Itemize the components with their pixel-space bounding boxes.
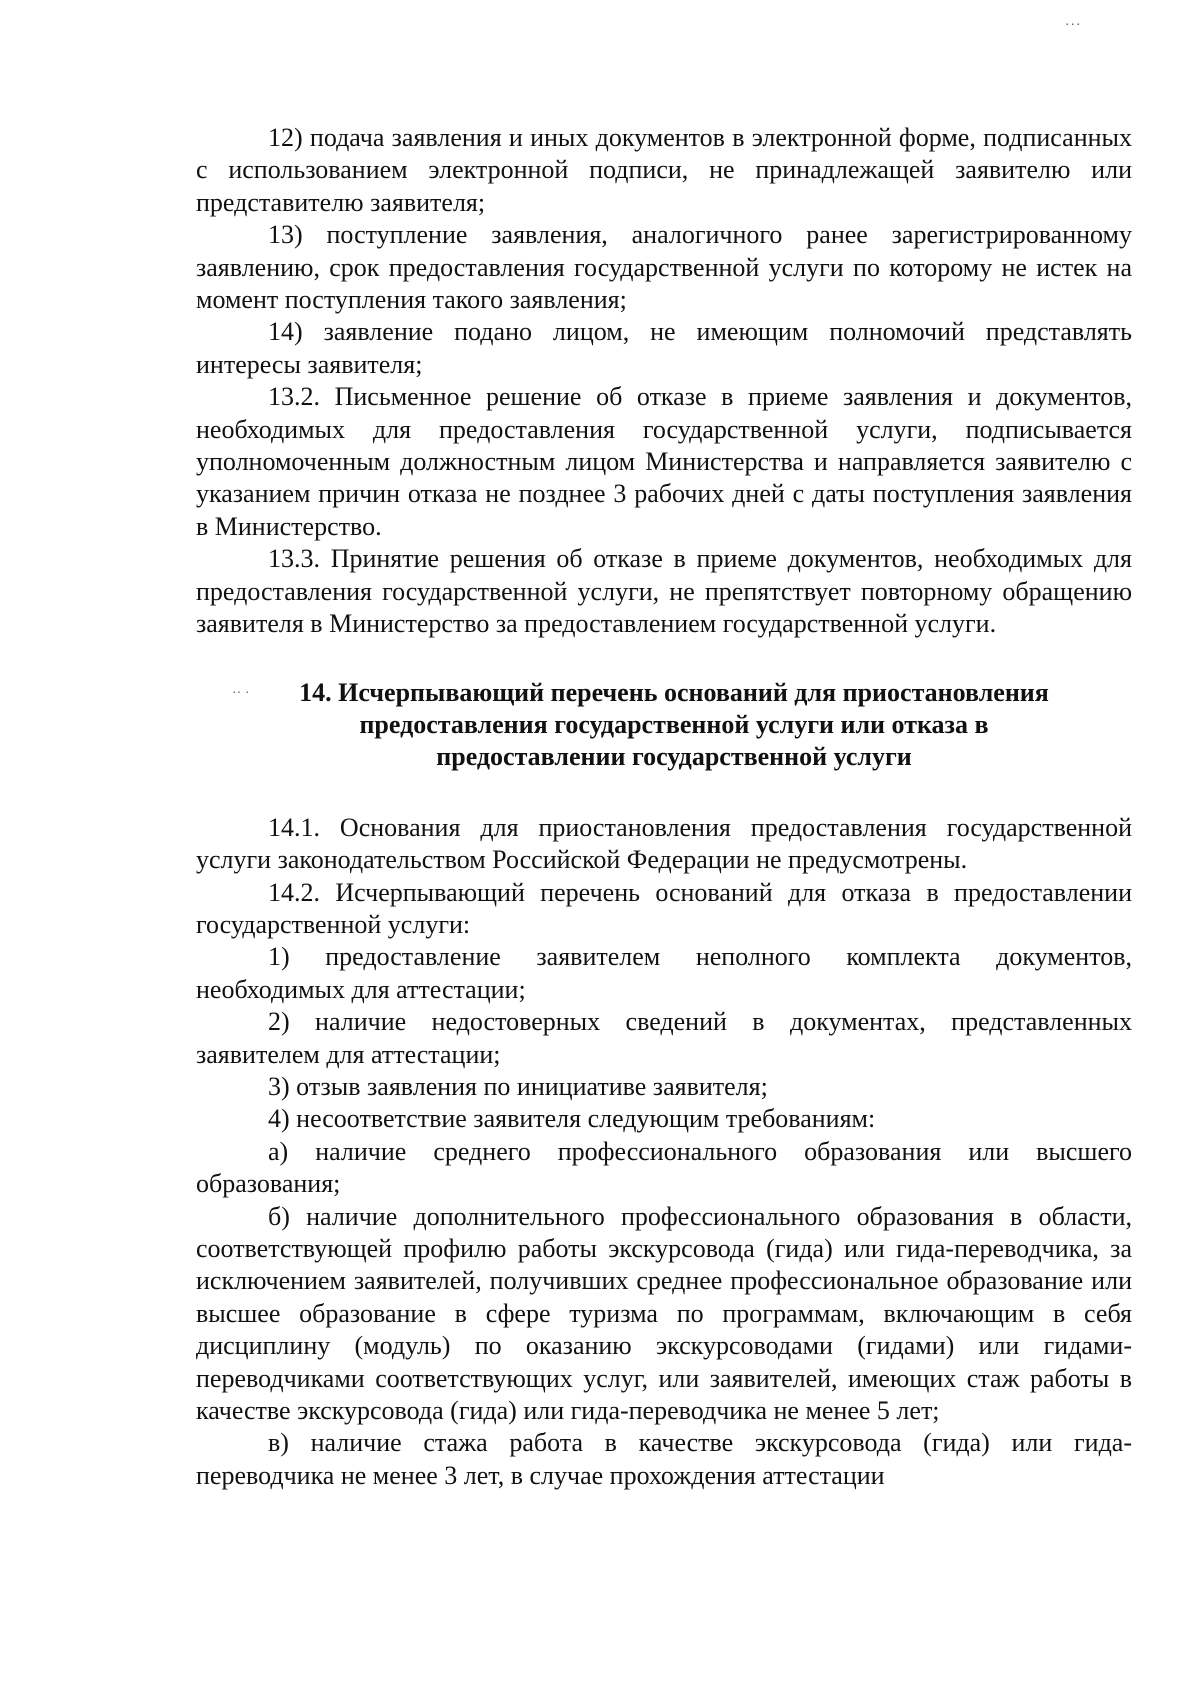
- paragraph-13-3: 13.3. Принятие решения об отказе в приеме документов, необходимых для предоставления государственной услуги, не препятствует повторному обращению заявителя в Министерство за предоставлением государственной услуги.: [196, 544, 1132, 639]
- paragraph-14-1: 14.1. Основания для приостановления предоставления государственной услуги законодательством Российской Федерации не предусмотрены.: [196, 812, 1132, 875]
- list-item-2: 2) наличие недостоверных сведений в документах, представленных заявителем для аттестации;: [196, 1007, 1132, 1069]
- heading-line-1: 14. Исчерпывающий перечень оснований для приостановления: [299, 677, 1049, 707]
- list-item-a: а) наличие среднего профессионального образования или высшего образования;: [196, 1136, 1132, 1199]
- heading-line-3: предоставлении государственной услуги: [436, 742, 912, 772]
- list-item-b: б) наличие дополнительного профессионального образования в области, соответствующей профилю работы экскурсовода (гида) или гида-переводчика, за исключением заявителей, получивших среднее профессиональное образование или высшее образование в сфере туризма по программам, включающим в себя дисциплину (модуль) по оказанию экскурсоводами (гидами) или гидами-переводчиками соответствующих услуг, или заявителей, имеющих стаж работы в качестве экскурсовода (гида) или гида-переводчика не менее 5 лет;: [196, 1201, 1132, 1426]
- paragraph-item-12: 12) подача заявления и иных документов в электронной форме, подписанных с использованием электронной подписи, не принадлежащей заявителю или представителю заявителя;: [196, 123, 1132, 217]
- paragraph-item-14: 14) заявление подано лицом, не имеющим полномочий представлять интересы заявителя;: [196, 317, 1132, 379]
- margin-scan-mark: ·· ·: [232, 686, 250, 701]
- list-item-4: 4) несоответствие заявителя следующим требованиям:: [268, 1104, 876, 1134]
- paragraph-item-13: 13) поступление заявления, аналогичного ранее зарегистрированному заявлению, срок предоставления государственной услуги по которому не истек на момент поступления такого заявления;: [196, 220, 1132, 315]
- corner-scan-mark: ...: [1065, 14, 1082, 29]
- document-body: [196, 122, 1132, 1492]
- list-item-v: в) наличие стажа работа в качестве экскурсовода (гида) или гида-переводчика не менее 3 лет, в случае прохождения аттестации: [196, 1428, 1132, 1490]
- paragraph-14-2: 14.2. Исчерпывающий перечень оснований для отказа в предоставлении государственной услуги:: [196, 877, 1132, 939]
- list-item-1: 1) предоставление заявителем неполного комплекта документов, необходимых для аттестации;: [196, 942, 1132, 1004]
- list-item-3: 3) отзыв заявления по инициативе заявителя;: [268, 1071, 768, 1101]
- heading-line-2: предоставления государственной услуги или отказа в: [359, 709, 989, 739]
- paragraph-13-2: 13.2. Письменное решение об отказе в приеме заявления и документов, необходимых для предоставления государственной услуги, подписывается уполномоченным должностным лицом Министерства и направляется заявителю с указанием причин отказа не позднее 3 рабочих дней с даты поступления заявления в Министерство.: [196, 382, 1132, 541]
- section-heading: [196, 677, 1132, 774]
